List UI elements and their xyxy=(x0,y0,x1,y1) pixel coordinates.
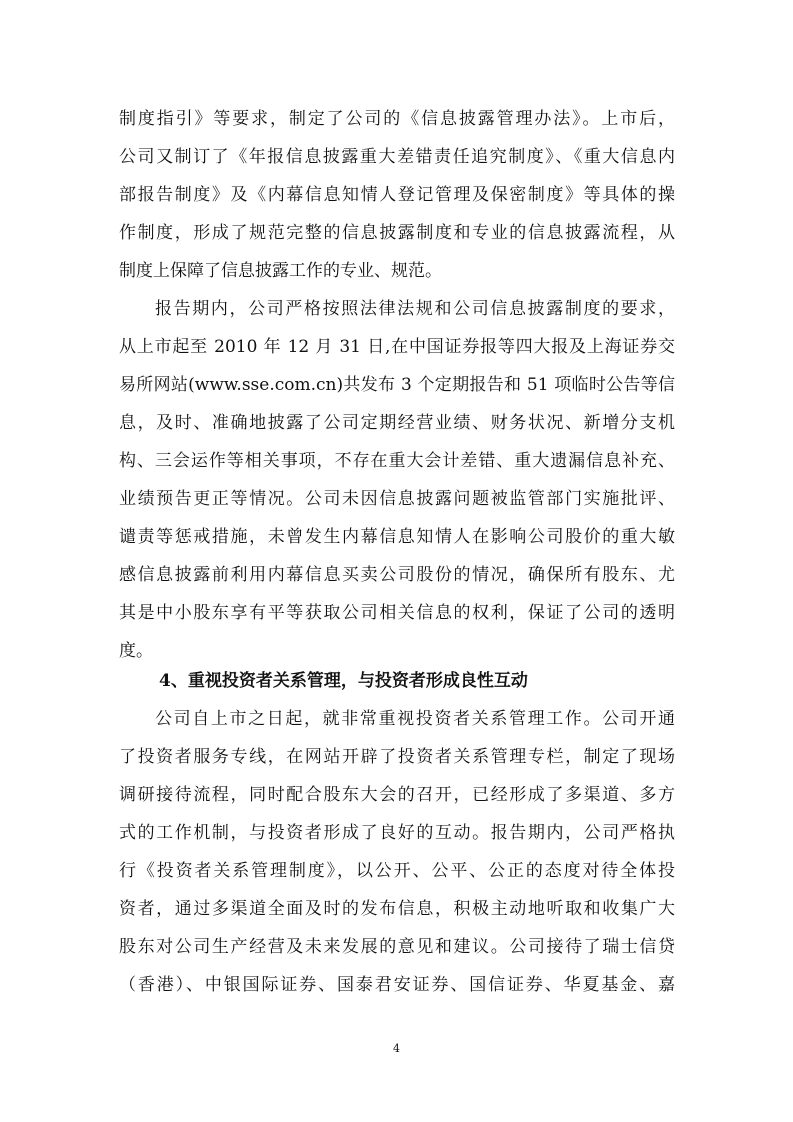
page-number: 4 xyxy=(393,1042,400,1055)
paragraph-2-line-2: 从上市起至 2010 年 12 月 31 日,在中国证券报等四大报及上海证券交 xyxy=(119,337,675,357)
paragraph-2-line-3: 易所网站(www.sse.com.cn)共发布 3 个定期报告和 51 项临时公告等信 xyxy=(119,375,675,395)
paragraph-3-line-7: 股东对公司生产经营及未来发展的意见和建议。公司接待了瑞士信贷 xyxy=(119,937,675,957)
paragraph-1-line-3: 部报告制度》及《内幕信息知情人登记管理及保密制度》等具体的操 xyxy=(119,185,675,205)
paragraph-3-line-4: 式的工作机制，与投资者形成了良好的互动。报告期内，公司严格执 xyxy=(119,823,675,843)
paragraph-1-line-1: 制度指引》等要求，制定了公司的《信息披露管理办法》。上市后， xyxy=(119,109,675,129)
paragraph-1-line-4: 作制度，形成了规范完整的信息披露制度和专业的信息披露流程，从 xyxy=(119,223,675,243)
paragraph-2-line-9: 其是中小股东享有平等获取公司相关信息的权利，保证了公司的透明 xyxy=(119,603,675,623)
paragraph-3-line-2: 了投资者服务专线，在网站开辟了投资者关系管理专栏，制定了现场 xyxy=(119,747,675,767)
paragraph-2-line-1: 报告期内，公司严格按照法律法规和公司信息披露制度的要求， xyxy=(155,299,675,319)
paragraph-2-line-8: 感信息披露前利用内幕信息买卖公司股份的情况，确保所有股东、尤 xyxy=(119,565,675,585)
paragraph-3-line-6: 资者，通过多渠道全面及时的发布信息，积极主动地听取和收集广大 xyxy=(119,899,675,919)
paragraph-1-line-2: 公司又制订了《年报信息披露重大差错责任追究制度》、《重大信息内 xyxy=(119,147,675,167)
paragraph-2-line-10: 度。 xyxy=(119,641,153,661)
paragraph-2-line-5: 构、三会运作等相关事项，不存在重大会计差错、重大遗漏信息补充、 xyxy=(119,451,675,471)
paragraph-3-line-5: 行《投资者关系管理制度》，以公开、公平、公正的态度对待全体投 xyxy=(119,861,675,881)
paragraph-3-line-8: （香港）、中银国际证券、国泰君安证券、国信证券、华夏基金、嘉 xyxy=(119,975,675,995)
paragraph-2-line-6: 业绩预告更正等情况。公司未因信息披露问题被监管部门实施批评、 xyxy=(119,489,675,509)
section-heading: 4、重视投资者关系管理，与投资者形成良性互动 xyxy=(159,671,528,691)
paragraph-1-line-5: 制度上保障了信息披露工作的专业、规范。 xyxy=(119,261,442,281)
paragraph-3-line-3: 调研接待流程，同时配合股东大会的召开，已经形成了多渠道、多方 xyxy=(119,785,675,805)
paragraph-2-line-4: 息，及时、准确地披露了公司定期经营业绩、财务状况、新增分支机 xyxy=(119,413,675,433)
paragraph-3-line-1: 公司自上市之日起，就非常重视投资者关系管理工作。公司开通 xyxy=(155,709,675,729)
paragraph-2-line-7: 谴责等惩戒措施，未曾发生内幕信息知情人在影响公司股价的重大敏 xyxy=(119,527,675,547)
